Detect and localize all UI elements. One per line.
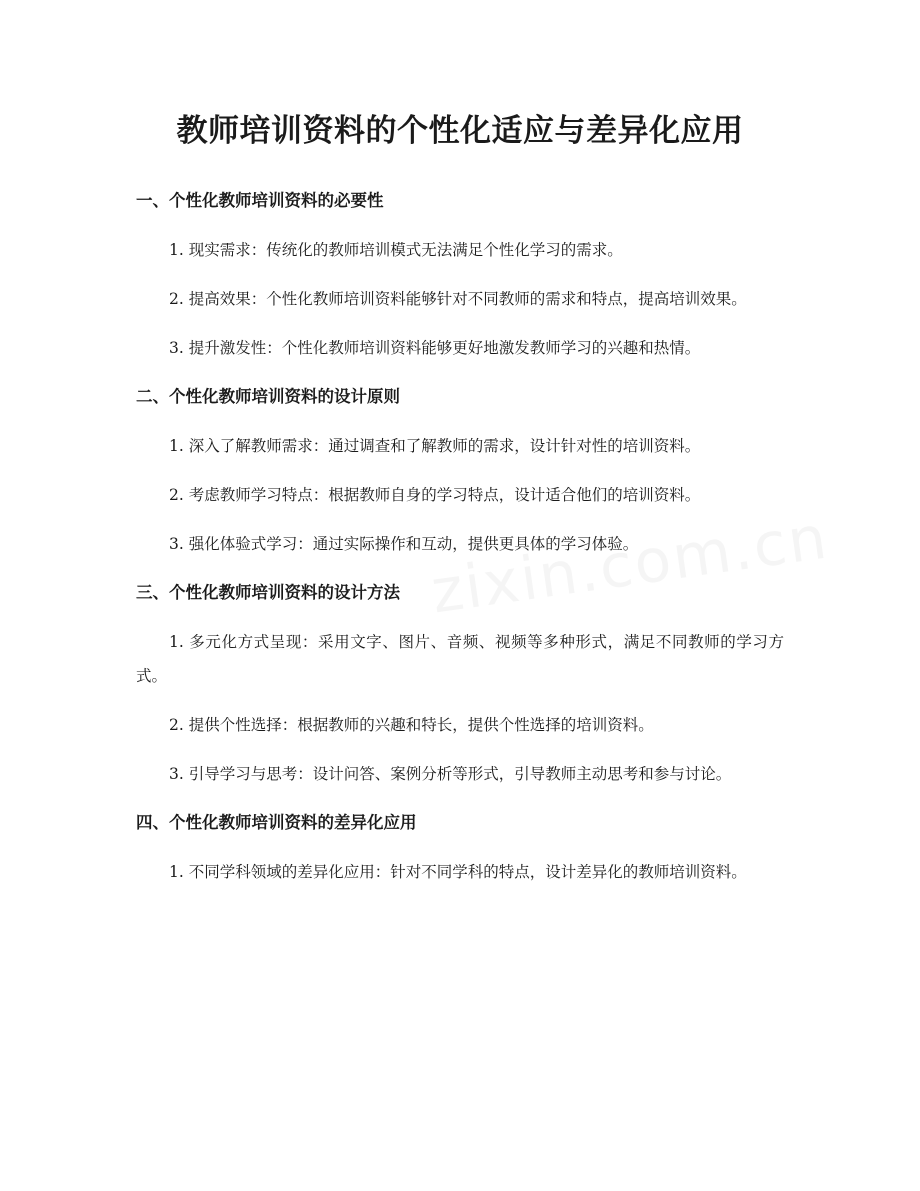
list-item: 2. 提供个性选择：根据教师的兴趣和特长，提供个性选择的培训资料。: [169, 716, 654, 734]
section-heading: 一、个性化教师培训资料的必要性: [136, 191, 384, 210]
document-body: [136, 184, 784, 904]
list-item: 1. 深入了解教师需求：通过调查和了解教师的需求，设计针对性的培训资料。: [169, 437, 701, 455]
section-design-methods: [136, 576, 784, 791]
list-item: 1. 不同学科领域的差异化应用：针对不同学科的特点，设计差异化的教师培训资料。: [169, 863, 747, 881]
section-differentiated-application: [136, 806, 784, 889]
section-design-principles: [136, 380, 784, 561]
section-heading: 三、个性化教师培训资料的设计方法: [136, 583, 400, 602]
list-item: 2. 提高效果：个性化教师培训资料能够针对不同教师的需求和特点，提高培训效果。: [169, 290, 747, 308]
list-item: 3. 引导学习与思考：设计问答、案例分析等形式，引导教师主动思考和参与讨论。: [169, 765, 732, 783]
list-item: 1. 多元化方式呈现：采用文字、图片、音频、视频等多种形式，满足不同教师的学习方式。: [136, 633, 784, 685]
list-item: 3. 强化体验式学习：通过实际操作和互动，提供更具体的学习体验。: [169, 535, 639, 553]
section-necessity: [136, 184, 784, 365]
list-item: 2. 考虑教师学习特点：根据教师自身的学习特点，设计适合他们的培训资料。: [169, 486, 701, 504]
section-heading: 四、个性化教师培训资料的差异化应用: [136, 813, 417, 832]
section-heading: 二、个性化教师培训资料的设计原则: [136, 387, 400, 406]
document-title: 教师培训资料的个性化适应与差异化应用: [176, 113, 744, 149]
list-item: 1. 现实需求：传统化的教师培训模式无法满足个性化学习的需求。: [169, 241, 623, 259]
list-item: 3. 提升激发性：个性化教师培训资料能够更好地激发教师学习的兴趣和热情。: [169, 339, 701, 357]
